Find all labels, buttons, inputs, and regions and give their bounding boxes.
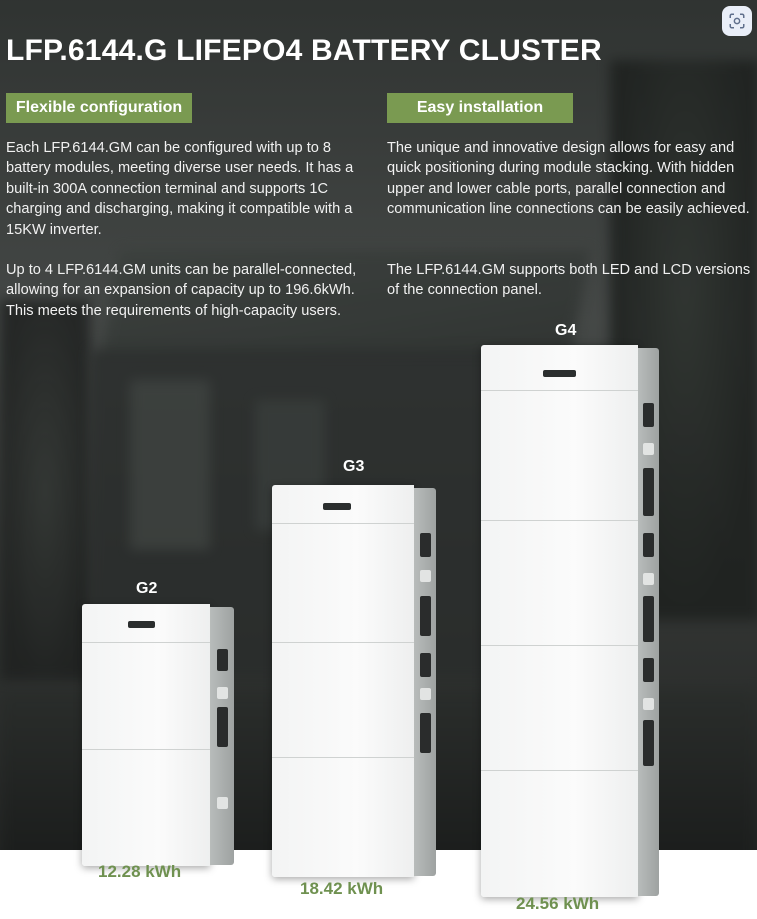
config-label-g3: G3 [343,458,365,475]
background-tree [0,300,90,680]
config-label-g2: G2 [136,580,158,597]
battery-front [272,485,414,877]
section-heading-flexible: Flexible configuration [6,93,192,123]
paragraph-parallel: Up to 4 LFP.6144.GM units can be parallel-connected, allowing for an expansion of capacity up to 196.6kWh. This meets the requirements of high-capacity users. [6,262,357,319]
battery-side [414,488,436,876]
capacity-g2: 12.28 kWh [98,862,182,881]
battery-side [638,348,659,896]
background-window [130,380,210,550]
paragraph-design: The unique and innovative design allows for easy and quick positioning during module stacking. With hidden upper and lower cable ports, parallel connection and communication line connections can be easily achieved. [387,140,750,218]
section-heading-installation: Easy installation [387,93,573,123]
lens-search-icon [728,12,746,30]
paragraph-panel: The LFP.6144.GM supports both LED and LCD versions of the connection panel. [387,262,751,299]
battery-g2 [82,604,234,866]
led-display [128,621,155,628]
capacity-g4: 24.56 kWh [516,894,600,913]
battery-g4 [481,345,659,897]
battery-g3 [272,485,436,877]
capacity-g3: 18.42 kWh [300,879,384,898]
config-label-g4: G4 [555,322,577,339]
led-display [323,503,351,510]
battery-side [210,607,234,865]
battery-front [481,345,638,897]
lens-search-button[interactable] [722,6,752,36]
paragraph-configuration: Each LFP.6144.GM can be configured with up to 8 battery modules, meeting diverse user needs. It has a built-in 300A connection terminal and supports 1C charging and discharging, making it compatible with a 15KW inverter. [6,140,354,238]
led-display [543,370,576,377]
page-title: LFP.6144.G LIFEPO4 BATTERY CLUSTER [6,34,602,67]
battery-front [82,604,210,866]
